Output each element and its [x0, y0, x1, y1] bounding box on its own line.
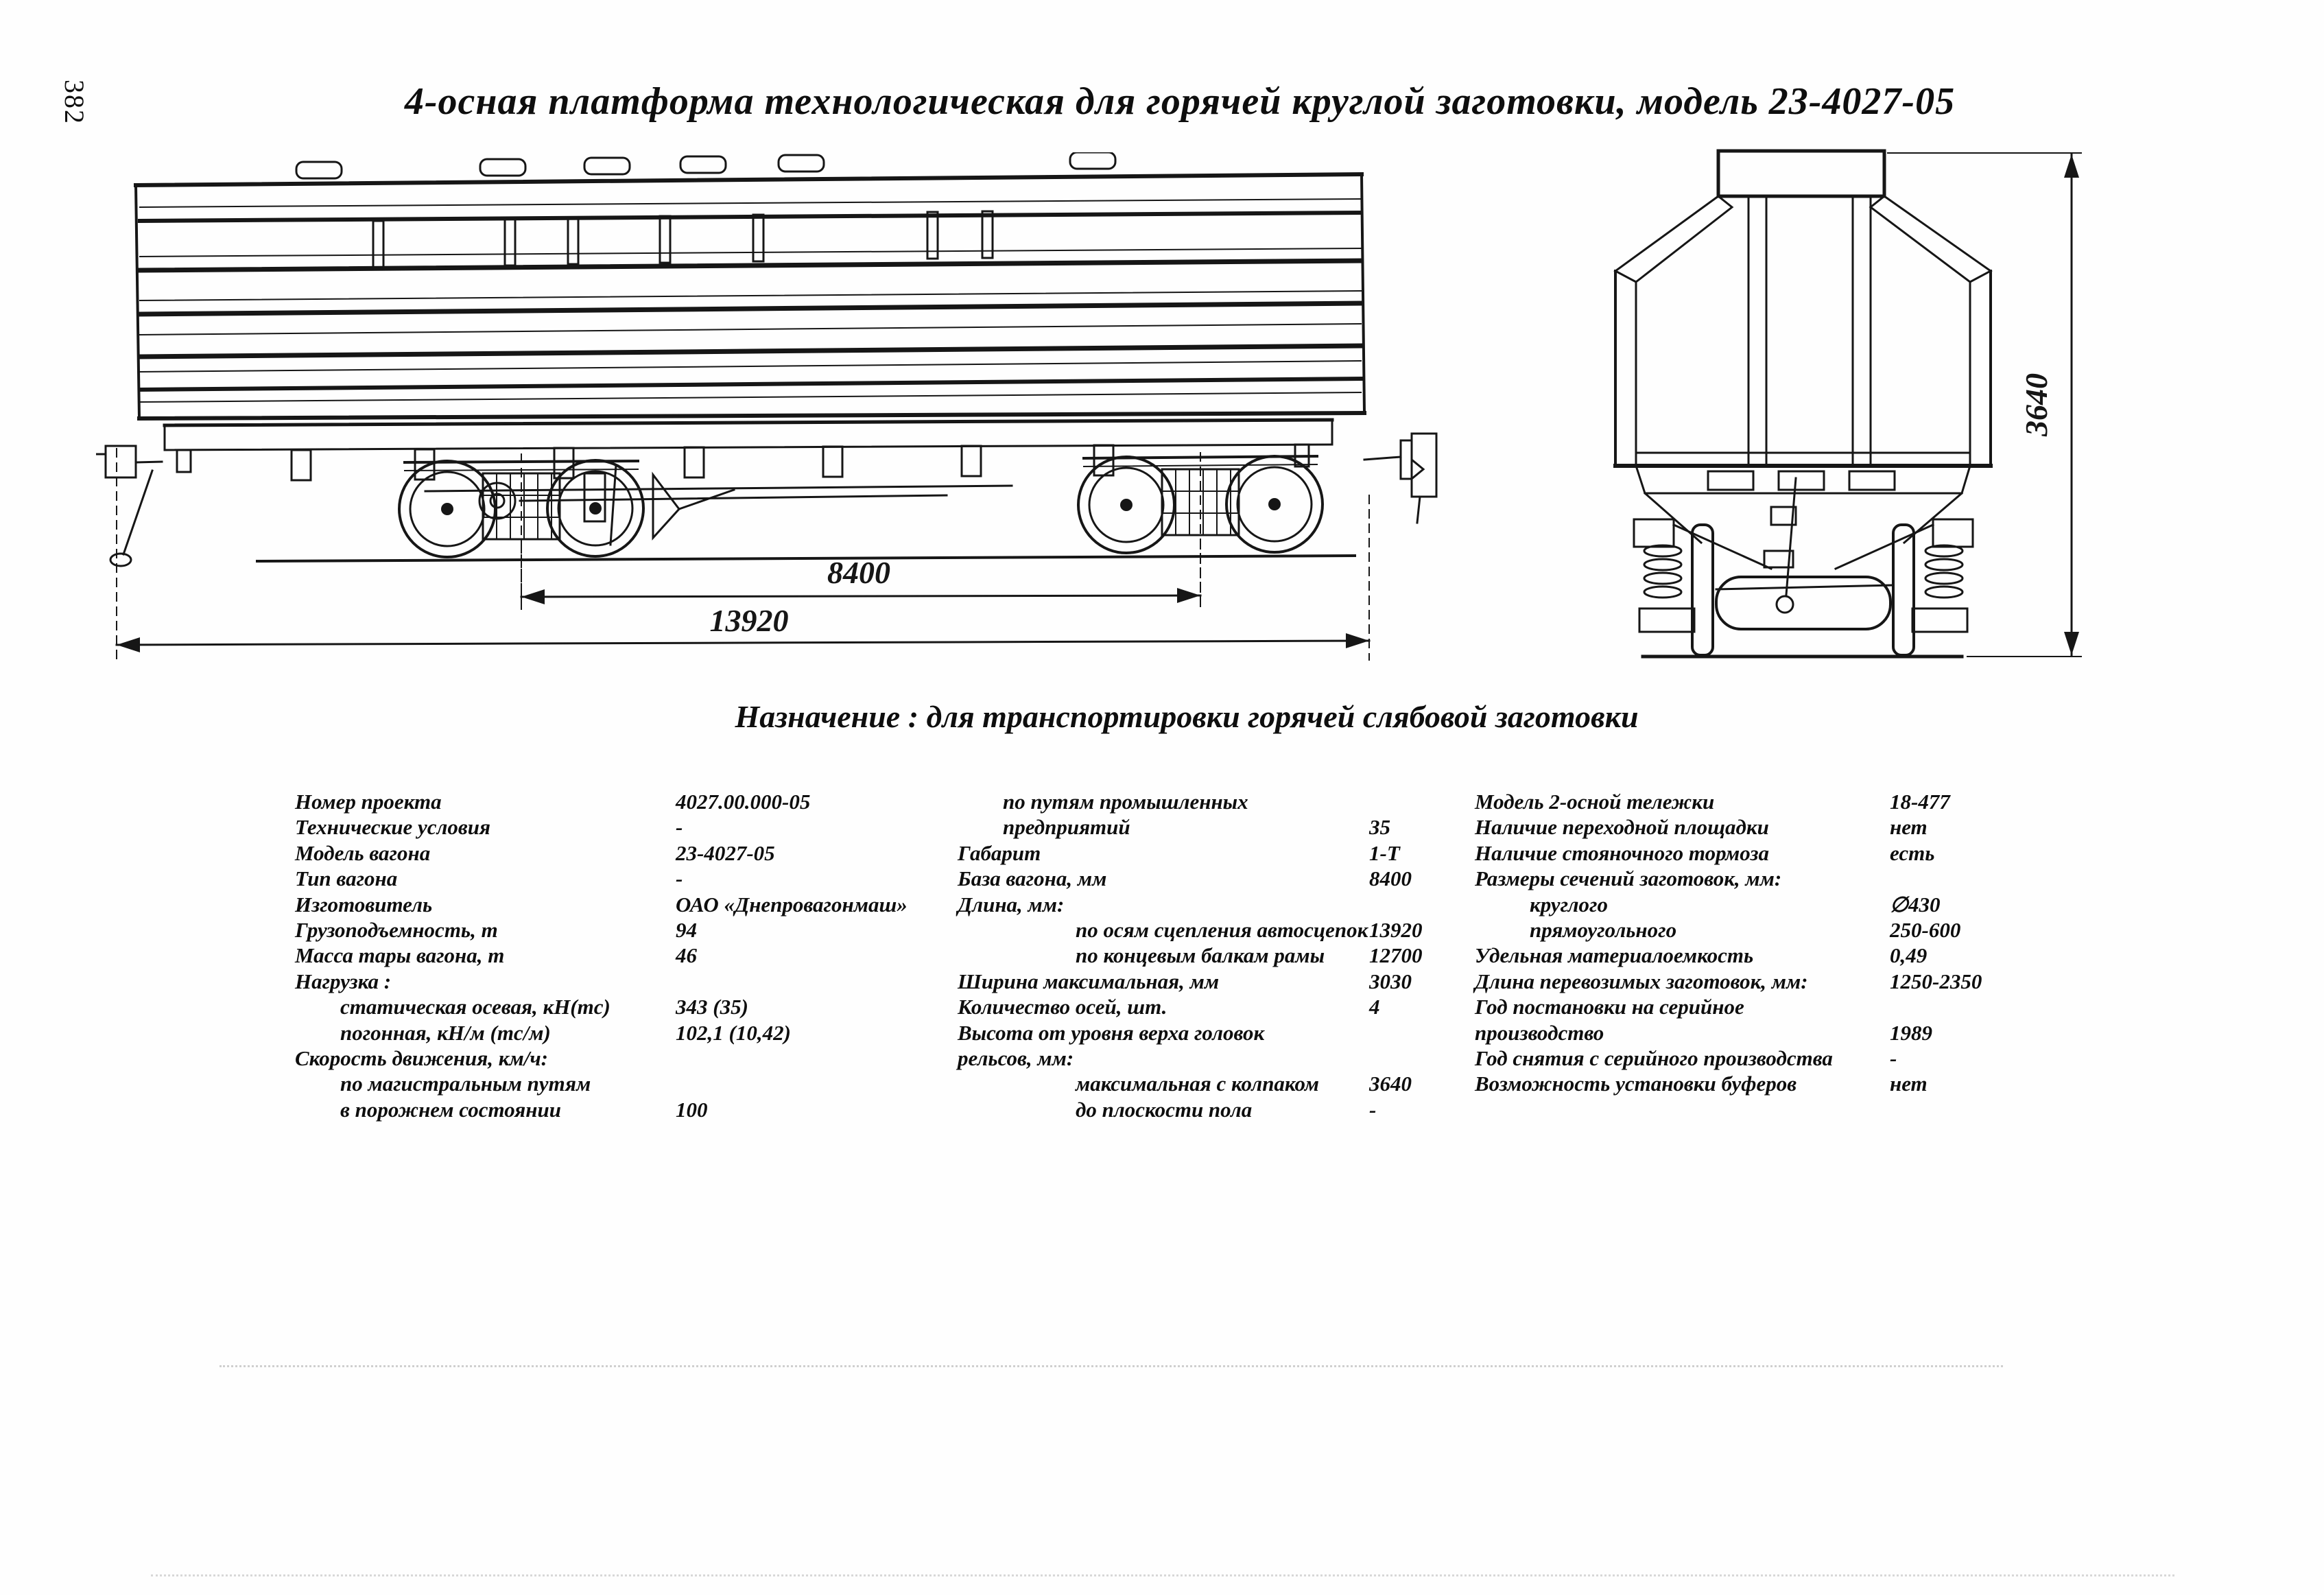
spec-value: 4027.00.000-05	[676, 790, 811, 814]
spec-value: -	[676, 866, 683, 891]
spec-value: 102,1 (10,42)	[676, 1020, 791, 1045]
spec-label: по концевым балкам рамы	[1076, 943, 1325, 968]
dimension-height-label: 3640	[2019, 373, 2054, 436]
table-row	[1475, 943, 2270, 968]
spec-value	[676, 969, 981, 994]
spec-column-1	[295, 789, 981, 1122]
spec-value: 12700	[1369, 943, 1423, 968]
spec-value: 94	[676, 917, 697, 942]
spec-value: 8400	[1369, 866, 1412, 891]
spec-value: 343 (35)	[676, 995, 748, 1019]
spec-value	[1369, 892, 1479, 917]
table-row	[295, 917, 981, 943]
table-row	[958, 969, 1479, 994]
spec-label: максимальная с колпаком	[1076, 1072, 1320, 1096]
spec-label: круглого	[1530, 892, 1608, 917]
spec-label: Тип вагона	[295, 866, 398, 891]
spec-value: 23-4027-05	[676, 840, 775, 865]
spec-value: 1989	[1890, 1020, 1932, 1045]
spec-label: погонная, кН/м (тс/м)	[340, 1020, 551, 1045]
spec-label: по магистральным путям	[340, 1072, 591, 1096]
table-row	[958, 814, 1479, 840]
table-row	[295, 969, 981, 994]
spec-label: рельсов, мм:	[958, 1045, 1074, 1070]
spec-value: 18-477	[1890, 790, 1950, 814]
table-row	[1475, 1045, 2270, 1071]
table-row	[295, 1097, 981, 1122]
coupler-left	[96, 446, 162, 566]
page-title: 4-осная платформа технологическая для горячей круглой заготовки, модель 23-4027-05	[404, 80, 1956, 123]
side-view-drawing	[96, 152, 1440, 674]
spec-label: Возможность установки буферов	[1475, 1072, 1797, 1096]
spec-value: ОАО «Днепровагонмаш»	[676, 892, 908, 917]
table-row	[1475, 969, 2270, 994]
spec-label: Количество осей, шт.	[958, 995, 1167, 1019]
table-row	[958, 866, 1479, 891]
dimension-base	[521, 541, 1200, 609]
spec-label: прямоугольного	[1530, 917, 1677, 942]
spec-label: по осям сцепления автосцепок	[1076, 917, 1368, 942]
spec-value	[1369, 789, 1479, 814]
spec-column-3	[1475, 789, 2270, 1097]
brake-gear	[425, 465, 1012, 545]
end-view-drawing	[1591, 141, 2140, 689]
table-row	[295, 866, 981, 891]
top-clamps	[296, 152, 1115, 178]
spec-label: Масса тары вагона, т	[295, 943, 505, 968]
table-row	[295, 943, 981, 968]
table-row	[295, 840, 981, 866]
dimension-height	[1888, 153, 2081, 657]
table-row	[958, 943, 1479, 968]
bogie-left	[399, 454, 643, 611]
spec-value: 1-Т	[1369, 840, 1400, 865]
table-row	[958, 917, 1479, 943]
spec-label: Удельная материалоемкость	[1475, 943, 1754, 968]
spec-label: Год снятия с серийного производства	[1475, 1045, 1833, 1070]
table-row	[958, 994, 1479, 1019]
table-row	[295, 814, 981, 840]
spec-label: Длина перевозимых заготовок, мм:	[1475, 969, 1808, 993]
page-number: 382	[59, 80, 90, 125]
spec-label: предприятий	[1003, 815, 1130, 840]
scan-noise-line	[220, 1365, 2003, 1367]
spec-label: Год постановки на серийное	[1475, 995, 1744, 1019]
spec-column-2	[958, 789, 1479, 1122]
spec-value: 250-600	[1890, 917, 1961, 942]
table-row	[958, 840, 1479, 866]
table-row	[1475, 994, 2270, 1019]
table-row	[1475, 892, 2270, 917]
table-row	[958, 892, 1479, 917]
spec-label: Высота от уровня верха головок	[958, 1020, 1265, 1045]
spec-label: по путям промышленных	[1003, 790, 1248, 814]
spec-value: -	[1890, 1045, 1897, 1070]
table-row	[958, 1097, 1479, 1122]
spec-value: -	[1369, 1097, 1377, 1122]
spec-value	[676, 1045, 981, 1071]
spec-value: 4	[1369, 995, 1380, 1019]
spec-label: Скорость движения, км/ч:	[295, 1045, 548, 1070]
spec-value: 0,49	[1890, 943, 1928, 968]
end-bogie	[1634, 478, 1973, 657]
spec-value: 3030	[1369, 969, 1412, 993]
spec-value: 46	[676, 943, 697, 968]
spec-label: Габарит	[958, 840, 1041, 865]
spec-value: нет	[1890, 1072, 1928, 1096]
spec-value: 3640	[1369, 1072, 1412, 1096]
table-row	[958, 1045, 1479, 1071]
spec-value	[1369, 1045, 1479, 1071]
table-row	[295, 1020, 981, 1045]
dimension-base-label: 8400	[827, 555, 890, 590]
spec-label: Изготовитель	[295, 892, 433, 917]
spec-label: Ширина максимальная, мм	[958, 969, 1220, 993]
spec-value	[676, 1071, 981, 1096]
table-row	[295, 789, 981, 814]
spec-label: Модель вагона	[295, 840, 431, 865]
spec-label: производство	[1475, 1020, 1604, 1045]
table-row	[1475, 789, 2270, 814]
spec-label: Номер проекта	[295, 790, 442, 814]
table-row	[1475, 917, 2270, 943]
dimension-length-label: 13920	[709, 603, 789, 638]
spec-label: Грузоподъемность, т	[295, 917, 498, 942]
scan-noise-line	[151, 1574, 2174, 1576]
table-row	[295, 1045, 981, 1071]
spec-label: Наличие стояночного тормоза	[1475, 840, 1769, 865]
spec-value: 35	[1369, 815, 1390, 840]
spec-label: в порожнем состоянии	[340, 1097, 561, 1122]
spec-label: Технические условия	[295, 815, 490, 840]
spec-value: 13920	[1369, 917, 1423, 942]
table-row	[295, 994, 981, 1019]
coupler-right	[1364, 434, 1436, 523]
spec-label: Размеры сечений заготовок, мм:	[1475, 866, 1782, 891]
spec-value	[1890, 994, 2270, 1019]
table-row	[1475, 866, 2270, 891]
table-row	[1475, 840, 2270, 866]
spec-label: статическая осевая, кН(тс)	[340, 995, 610, 1019]
table-row	[1475, 1020, 2270, 1045]
table-row	[958, 1020, 1479, 1045]
table-row	[295, 1071, 981, 1096]
table-row	[295, 892, 981, 917]
table-row	[958, 1071, 1479, 1096]
spec-value: есть	[1890, 840, 1935, 865]
end-body	[1615, 151, 1991, 466]
spec-value: нет	[1890, 815, 1928, 840]
spec-value: 100	[676, 1097, 708, 1122]
spec-value: 1250-2350	[1890, 969, 1982, 993]
table-row	[1475, 814, 2270, 840]
spec-value	[1890, 866, 2270, 891]
spec-value	[1369, 1020, 1479, 1045]
spec-label: База вагона, мм	[958, 866, 1107, 891]
wagon-body	[136, 174, 1364, 418]
table-row	[1475, 1071, 2270, 1096]
purpose-caption: Назначение : для транспортировки горячей слябовой заготовки	[735, 699, 1639, 734]
spec-label: Наличие переходной площадки	[1475, 815, 1769, 840]
spec-value: ∅430	[1890, 892, 1941, 917]
spec-label: до плоскости пола	[1076, 1097, 1253, 1122]
spec-label: Длина, мм:	[958, 892, 1065, 917]
spec-label: Модель 2-осной тележки	[1475, 790, 1715, 814]
ground-line	[257, 556, 1355, 561]
spec-label: Нагрузка :	[295, 969, 392, 993]
spec-value: -	[676, 815, 683, 840]
table-row	[958, 789, 1479, 814]
